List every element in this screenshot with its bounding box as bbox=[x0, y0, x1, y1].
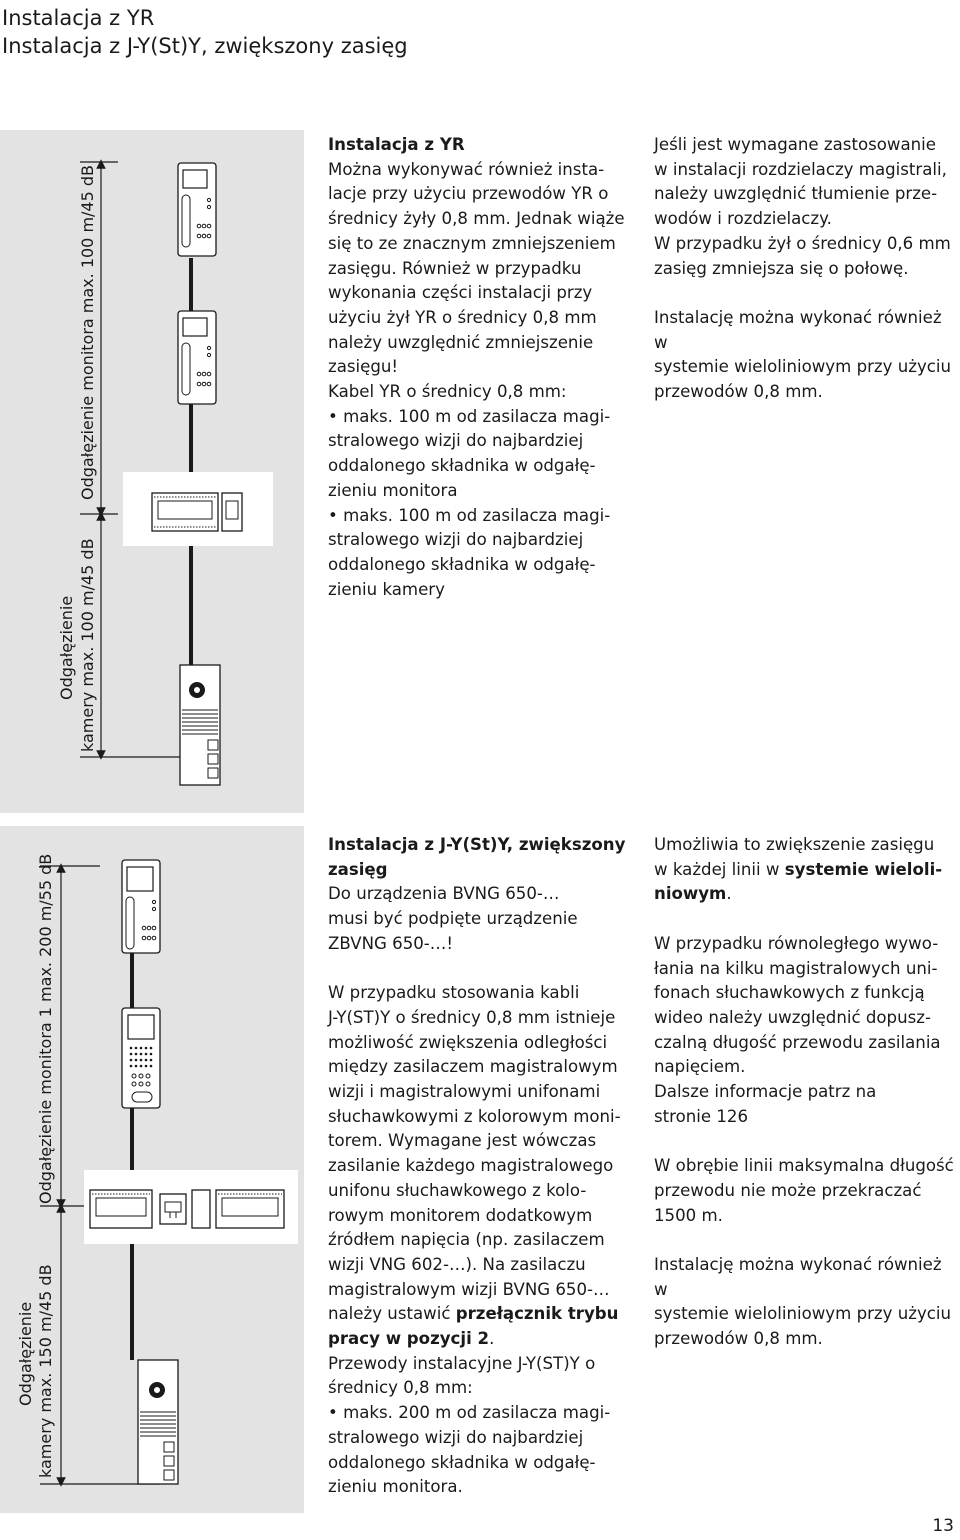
section-jyst-paragraph-2: W przypadku stosowania kabli J-Y(ST)Y o średnicy 0,8 mm istnieje możliwość zwiększenia odległości między zasilaczem magistralowym wizji i magistralowymi unifonami słuchawkowymi z kolorowym moni- torem. Wymagane jest wówczas zasilanie każdego magistralowego unifonu słuchawkowego z kolo- rowym monitorem dodatkowym źródłem napięcia (np. zasilaczem wizji VNG 602-…). Na zasilaczu magistralowym wizji BVNG 650-… należy ustawić przełącznik trybu pracy w pozycji 2. bbox=[328, 983, 621, 1349]
section-yr-heading: Instalacja z YR bbox=[328, 135, 465, 154]
section-jyst-right-paragraph-4: Instalację można wykonać również w systemie wieloliniowym przy użyciu przewodów 0,8 mm. bbox=[654, 1254, 952, 1349]
section-yr-text bbox=[328, 133, 638, 602]
section-jyst-right-paragraph-2: W przypadku równoległego wywo- łania na kilku magistralowych uni- fonach słuchawkowych z funkcją wideo należy uwzględnić dopusz- czalną długość przewodu zasilania napięciem. Dalsze informacje patrz na stronie 126 bbox=[654, 933, 941, 1126]
diagram1-intercom-handset-2 bbox=[178, 311, 216, 404]
diagram2-video-intercom-keypad bbox=[122, 1008, 160, 1108]
diagram1-camera-branch-label-2: kamery max. 100 m/45 dB bbox=[78, 538, 97, 752]
section-yr-right-paragraph-2: Instalację można wykonać również w systemie wieloliniowym przy użyciu przewodów 0,8 mm. bbox=[654, 307, 952, 402]
diagram2-camera-branch-label-2: kamery max. 150 m/45 dB bbox=[36, 1264, 55, 1478]
diagram2-camera-branch-label-1: Odgałęzienie bbox=[16, 1301, 35, 1406]
section-jyst-right-text bbox=[654, 833, 960, 1352]
section-yr-right-paragraph-1: Jeśli jest wymagane zastosowanie w instalacji rozdzielaczy magistrali, należy uwzględnić tłumienie prze- wodów i rozdzielaczy. W przypadku żył o średnicy 0,6 mm zasięg zmniejsza się o połowę. bbox=[654, 135, 951, 278]
section-yr-paragraph: Można wykonywać również insta- lacje przy użyciu przewodów YR o średnicy żyły 0,8 mm. Jednak wiąże się to ze znacznym zmniejszeniem zasięgu. Również w przypadku wykonania części instalacji przy użyciu żył YR o średnicy 0,8 mm należy uwzględnić zmniejszenie zasięgu! bbox=[328, 159, 625, 377]
diagram1-distribution-box bbox=[123, 472, 273, 546]
diagram2-power-supplies bbox=[84, 1170, 298, 1244]
diagram2-intercom-handset-color bbox=[122, 860, 160, 953]
section-yr-right-text bbox=[654, 133, 960, 405]
section-jyst-paragraph-1: Do urządzenia BVNG 650-… musi być podpięte urządzenie ZBVNG 650-…! bbox=[328, 884, 578, 953]
diagram1-camera-door-station bbox=[180, 665, 220, 785]
title-line-2: Instalacja z J-Y(St)Y, zwiększony zasięg bbox=[2, 34, 408, 58]
section-jyst-paragraph-3: Przewody instalacyjne J-Y(ST)Y o średnicy 0,8 mm: bbox=[328, 1353, 596, 1398]
section-yr-bullet-2: • maks. 100 m od zasilacza magi- stralowego wizji do najbardziej oddalonego składnika w odgałę- zieniu kamery bbox=[328, 504, 638, 603]
section-jyst-bullet-1: • maks. 200 m od zasilacza magi- stralowego wizji do najbardziej oddalonego składnika w odgałę- zieniu monitora. bbox=[328, 1401, 638, 1500]
diagram2-camera-door-station bbox=[138, 1360, 178, 1484]
diagram1-monitor-branch-label: Odgałęzienie monitora max. 100 m/45 dB bbox=[78, 164, 97, 500]
section-jyst-heading: Instalacja z J-Y(St)Y, zwiększony zasięg bbox=[328, 835, 626, 879]
title-line-1: Instalacja z YR bbox=[2, 6, 155, 30]
diagram1-intercom-handset-1 bbox=[178, 163, 216, 256]
page-number: 13 bbox=[932, 1516, 954, 1536]
section-yr-cable-line: Kabel YR o średnicy 0,8 mm: bbox=[328, 382, 567, 402]
section-jyst-text bbox=[328, 833, 638, 1500]
section-jyst-right-paragraph-1: Umożliwia to zwiększenie zasięgu w każdej linii w systemie wieloli- niowym. bbox=[654, 835, 943, 904]
diagram2-monitor-branch-label: Odgałęzienie monitora 1 max. 200 m/55 dB bbox=[36, 853, 55, 1204]
diagram1-camera-branch-label-1: Odgałęzienie bbox=[57, 595, 76, 700]
section-jyst-right-paragraph-3: W obrębie linii maksymalna długość przewodu nie może przekraczać 1500 m. bbox=[654, 1156, 954, 1225]
section-yr-bullet-1: • maks. 100 m od zasilacza magi- stralowego wizji do najbardziej oddalonego składnika w odgałę- zieniu monitora bbox=[328, 405, 638, 504]
